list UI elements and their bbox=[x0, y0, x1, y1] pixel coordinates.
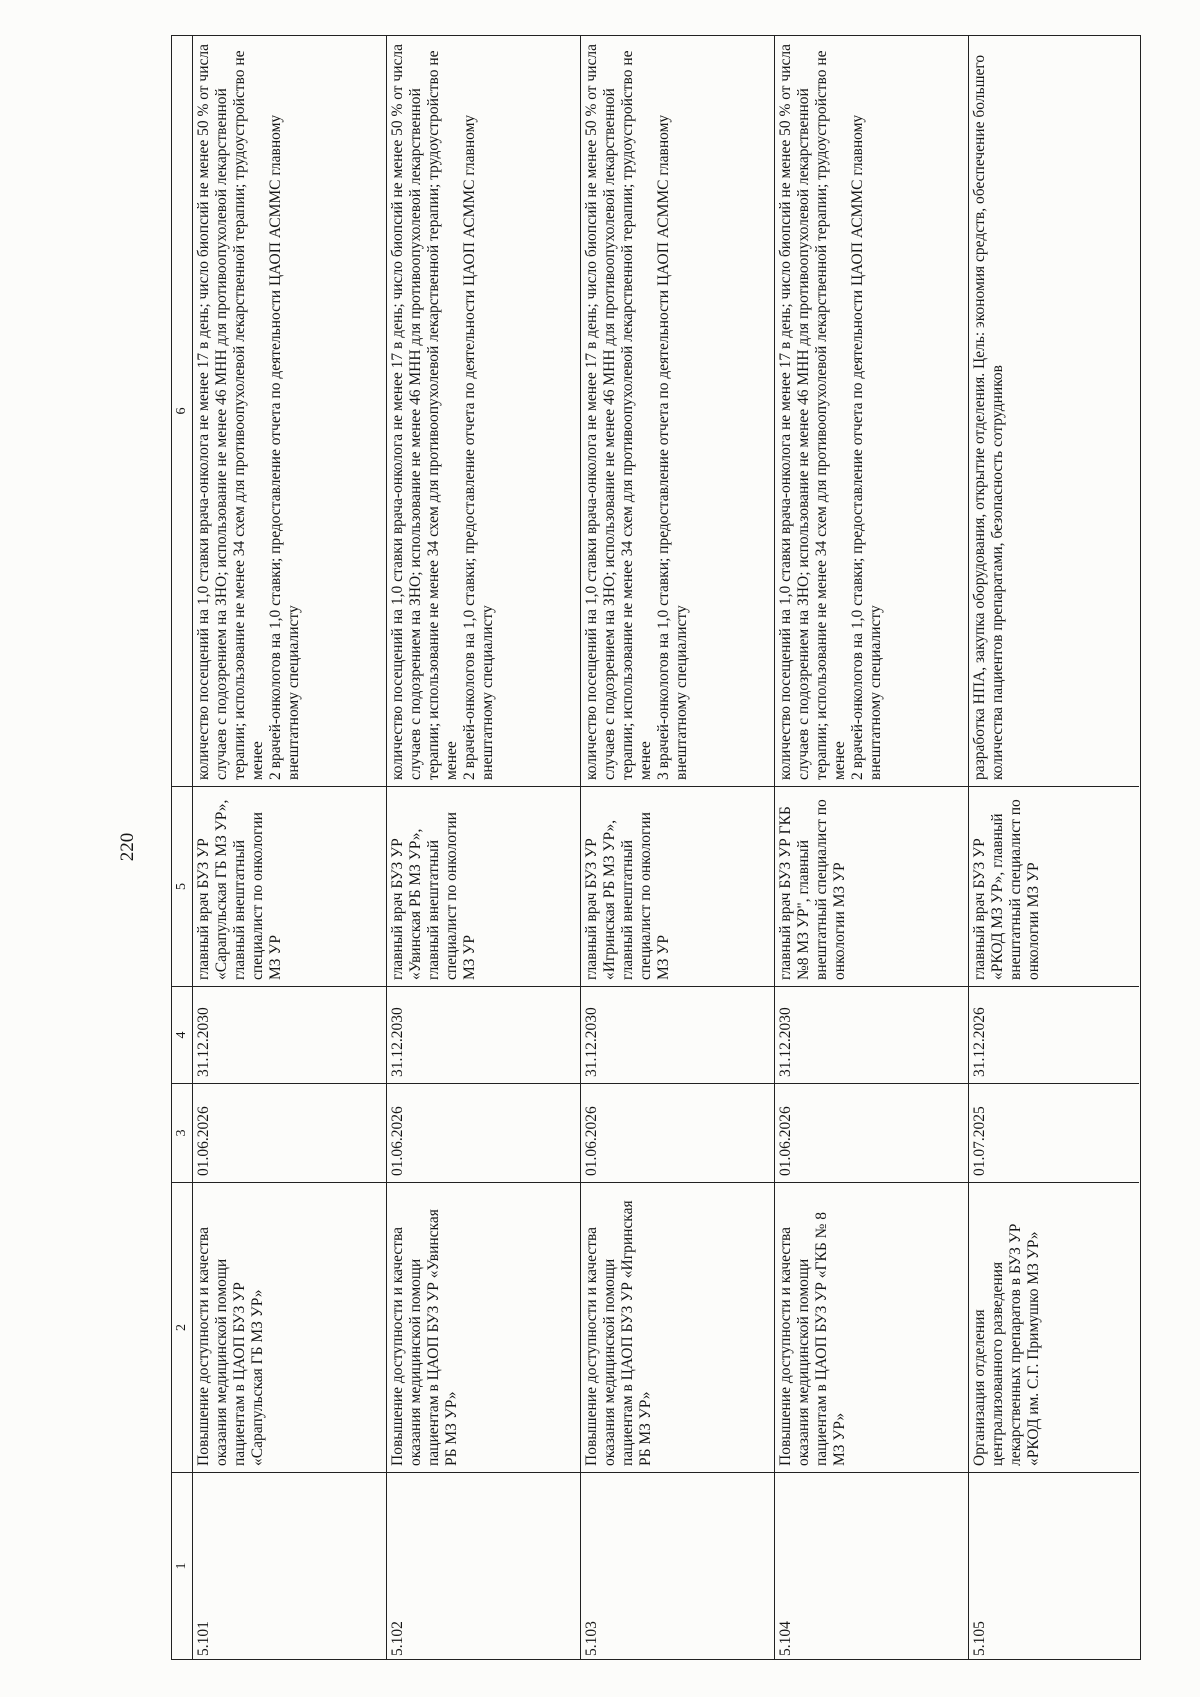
result-cell: количество посещений на 1,0 ставки врача-онколога не менее 17 в день; число биопсий не менее 50 % от числа случаев с подозрением на ЗНО; использование не менее 46 МНН для противоопухолевой лекарственной терапии; использование не менее 34 схем для противоопухолевой лекарственной терапии; трудоустройство не менее 2 врачей-онкологов на 1,0 ставки; предоставление отчета по деятельности ЦАОП АСММС главному внештатному специалисту bbox=[387, 36, 581, 786]
header-cell-2: 2 bbox=[172, 1182, 193, 1472]
activity-cell: Повышение доступности и качества оказания медицинской помощи пациентам в ЦАОП БУЗ УР «Сарапульская ГБ МЗ УР» bbox=[193, 1182, 387, 1472]
start-date-cell: 01.06.2026 bbox=[387, 1083, 581, 1182]
row-number: 5.104 bbox=[775, 1472, 969, 1659]
responsible-cell: главный врач БУЗ УР «Сарапульская ГБ МЗ УР», главный внештатный специалист по онкологии МЗ УР bbox=[193, 786, 387, 986]
end-date-cell: 31.12.2026 bbox=[969, 986, 1139, 1083]
row-number: 5.105 bbox=[969, 1472, 1139, 1659]
activity-cell: Повышение доступности и качества оказания медицинской помощи пациентам в ЦАОП БУЗ УР «Игринская РБ МЗ УР» bbox=[581, 1182, 775, 1472]
result-cell: количество посещений на 1,0 ставки врача-онколога не менее 17 в день; число биопсий не менее 50 % от числа случаев с подозрением на ЗНО; использование не менее 46 МНН для противоопухолевой лекарственной терапии; использование не менее 34 схем для противоопухолевой лекарственной терапии; трудоустройство не менее 3 врачей-онкологов на 1,0 ставки; предоставление отчета по деятельности ЦАОП АСММС главному внештатному специалисту bbox=[581, 36, 775, 786]
result-cell: количество посещений на 1,0 ставки врача-онколога не менее 17 в день; число биопсий не менее 50 % от числа случаев с подозрением на ЗНО; использование не менее 46 МНН для противоопухолевой лекарственной терапии; использование не менее 34 схем для противоопухолевой лекарственной терапии; трудоустройство не менее 2 врачей-онкологов на 1,0 ставки; предоставление отчета по деятельности ЦАОП АСММС главному внештатному специалисту bbox=[193, 36, 387, 786]
start-date-cell: 01.06.2026 bbox=[581, 1083, 775, 1182]
responsible-cell: главный врач БУЗ УР «РКОД МЗ УР», главный внештатный специалист по онкологии МЗ УР bbox=[969, 786, 1139, 986]
row-number: 5.101 bbox=[193, 1472, 387, 1659]
end-date-cell: 31.12.2030 bbox=[775, 986, 969, 1083]
activity-cell: Повышение доступности и качества оказания медицинской помощи пациентам в ЦАОП БУЗ УР «Увинская РБ МЗ УР» bbox=[387, 1182, 581, 1472]
measures-table bbox=[172, 36, 1139, 1659]
header-cell-1: 1 bbox=[172, 1472, 193, 1659]
start-date-cell: 01.06.2026 bbox=[193, 1083, 387, 1182]
header-cell-6: 6 bbox=[172, 36, 193, 786]
table-frame bbox=[171, 35, 1141, 1660]
activity-cell: Повышение доступности и качества оказания медицинской помощи пациентам в ЦАОП БУЗ УР «ГКБ № 8 МЗ УР» bbox=[775, 1182, 969, 1472]
start-date-cell: 01.07.2025 bbox=[969, 1083, 1139, 1182]
responsible-cell: главный врач БУЗ УР «Увинская РБ МЗ УР», главный внештатный специалист по онкологии МЗ УР bbox=[387, 786, 581, 986]
end-date-cell: 31.12.2030 bbox=[387, 986, 581, 1083]
result-cell: количество посещений на 1,0 ставки врача-онколога не менее 17 в день; число биопсий не менее 50 % от числа случаев с подозрением на ЗНО; использование не менее 46 МНН для противоопухолевой лекарственной терапии; использование не менее 34 схем для противоопухолевой лекарственной терапии; трудоустройство не менее 2 врачей-онкологов на 1,0 ставки; предоставление отчета по деятельности ЦАОП АСММС главному внештатному специалисту bbox=[775, 36, 969, 786]
header-cell-5: 5 bbox=[172, 786, 193, 986]
start-date-cell: 01.06.2026 bbox=[775, 1083, 969, 1182]
activity-cell: Организация отделения централизованного разведения лекарственных препаратов в БУЗ УР «РКОД им. С.Г. Примушко МЗ УР» bbox=[969, 1182, 1139, 1472]
responsible-cell: главный врач БУЗ УР ГКБ №8 МЗ УР", главный внештатный специалист по онкологии МЗ УР bbox=[775, 786, 969, 986]
row-number: 5.102 bbox=[387, 1472, 581, 1659]
responsible-cell: главный врач БУЗ УР «Игринская РБ МЗ УР», главный внештатный специалист по онкологии МЗ УР bbox=[581, 786, 775, 986]
end-date-cell: 31.12.2030 bbox=[193, 986, 387, 1083]
page-number: 220 bbox=[117, 832, 138, 862]
row-number: 5.103 bbox=[581, 1472, 775, 1659]
header-cell-4: 4 bbox=[172, 986, 193, 1083]
result-cell: разработка НПА, закупка оборудования, открытие отделения. Цель: экономия средств, обеспечение большего количества пациентов препаратами, безопасность сотрудников bbox=[971, 54, 1006, 780]
end-date-cell: 31.12.2030 bbox=[581, 986, 775, 1083]
header-cell-3: 3 bbox=[172, 1083, 193, 1182]
